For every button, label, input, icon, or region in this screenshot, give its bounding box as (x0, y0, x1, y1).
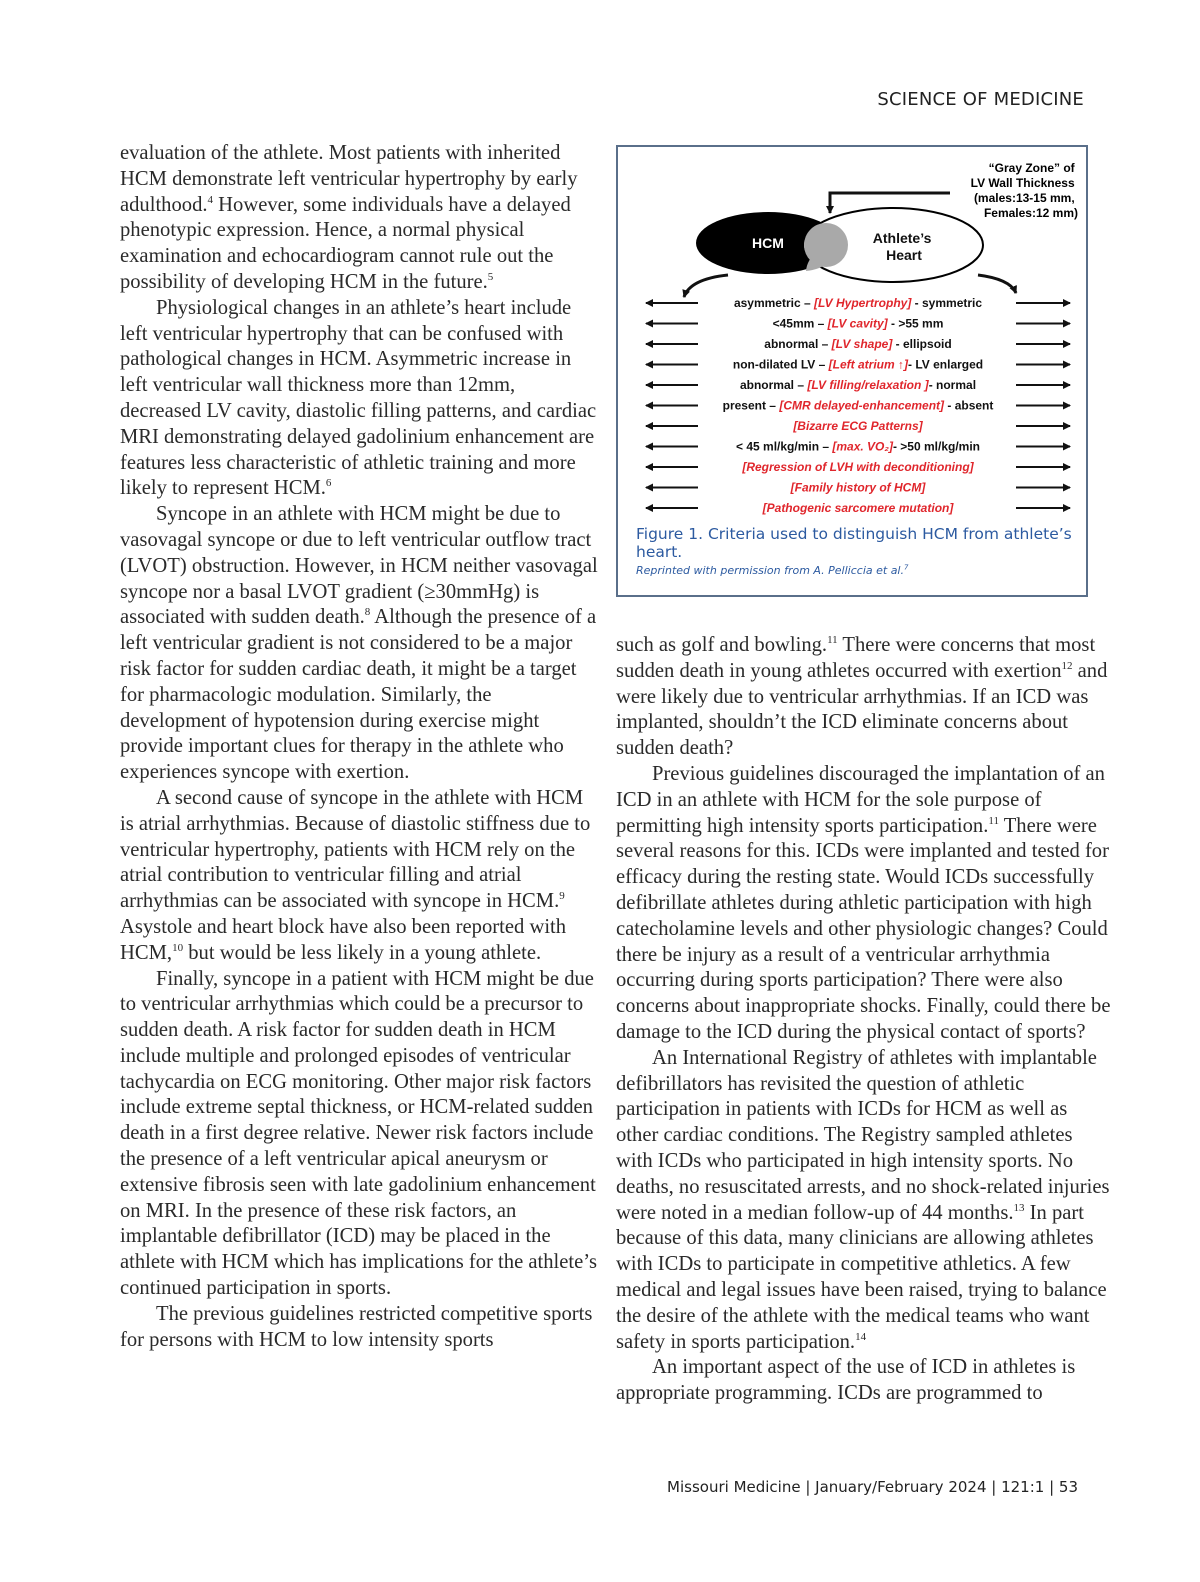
text-run: Previous guidelines discouraged the implantation of an ICD in an athlete with HCM for the sole purpose of permitting high intensity sports participation. (616, 762, 1105, 837)
text-run: Asystole and heart block have also been reported with HCM, (120, 915, 567, 964)
criteria-row (762, 501, 955, 515)
criteria-row (736, 440, 980, 454)
figure-credit (636, 564, 908, 577)
criteria-value: - >55 mm (887, 316, 944, 331)
text-run: evaluation of the athlete. Most patients with inherited HCM demonstrate left ventricular hypertrophy by early adulthood. (120, 142, 578, 216)
text-run: Although the presence of a left ventricular gradient is not considered to be a major risk factor for sudden cardiac death, it might be a target for pharmacologic modulation. Similarly, the development of hypotension during exercise might provide important clues for therapy in the athlete who experiences syncope with exertion. (120, 606, 597, 784)
text-run: but would be less likely in a young athlete. (183, 941, 542, 964)
criteria-term: [LV Hypertrophy] (814, 296, 912, 310)
athlete-label-line-2: Heart (886, 247, 922, 263)
criteria-row (792, 419, 923, 433)
criteria-value: - >50 ml/kg/min (892, 439, 980, 454)
criteria-row (741, 460, 974, 474)
citation-ref: 6 (325, 477, 332, 490)
criteria-value: - ellipsoid (892, 337, 952, 351)
paragraph (616, 1355, 1112, 1407)
criteria-row (790, 481, 927, 495)
athlete-label-line-1: Athlete’s (872, 230, 932, 246)
criteria-value: - LV enlarged (908, 357, 984, 372)
citation-ref: 14 (855, 1330, 867, 1343)
overlap-gray (804, 223, 848, 267)
criteria-row (764, 337, 951, 351)
citation-ref: 4 (207, 193, 214, 206)
text-run: A second cause of syncope in the athlete with HCM is atrial arrhythmias. Because of diastolic stiffness due to ventricular hypertrophy, patients with HCM rely on the atrial contribution to ventricular filling and atrial arrhythmias can be associated with syncope in HCM. (120, 786, 591, 913)
left-column (120, 141, 598, 1353)
criteria-value: < 45 ml/kg/min – (736, 439, 833, 454)
gray-zone-line-1: “Gray Zone” of (988, 161, 1075, 175)
figure-credit-text: Reprinted with permission from A. Pelliccia et al. (636, 564, 904, 577)
gray-zone-line-4: Females:12 mm) (983, 206, 1078, 220)
athlete-down-arrow (978, 275, 1016, 293)
right-column (616, 633, 1112, 1407)
gray-zone-label (971, 161, 1078, 220)
citation-ref: 5 (487, 271, 494, 284)
paragraph (616, 1046, 1112, 1356)
text-run: and were likely due to ventricular arrhythmias. If an ICD was implanted, shouldn’t the ICD eliminate concerns about sudden death? (616, 659, 1108, 760)
criteria-value: abnormal – (764, 337, 832, 351)
criteria-value: abnormal – (739, 378, 808, 392)
criteria-value: asymmetric – (733, 296, 815, 310)
citation-ref: 11 (988, 814, 999, 827)
text-run: An International Registry of athletes with implantable defibrillators has revisited the question of athletic participation in patients with ICDs for HCM as well as other cardiac conditions. The Registry sampled athletes with ICDs who participated in high intensity sports. No deaths, no resuscitated arrests, and no shock-related injuries were noted in a median follow-up of 44 months. (616, 1046, 1110, 1224)
text-run: However, some individuals have a delayed phenotypic expression. Hence, a normal physical examination and echocardiogram cannot rule out the possibility of developing HCM in the future. (120, 193, 571, 293)
page-footer: Missouri Medicine | January/February 2024 | 121:1 | 53 (667, 1478, 1078, 1496)
paragraph (120, 1302, 598, 1354)
text-run: There were concerns that most sudden death in young athletes occurred with exertion (616, 634, 1096, 682)
criteria-value: - absent (944, 398, 994, 413)
section-header: SCIENCE OF MEDICINE (877, 89, 1084, 110)
criteria-value: non-dilated LV – (732, 357, 829, 372)
paragraph (616, 762, 1112, 1046)
criteria-row (733, 358, 983, 372)
criteria-value: <45mm – (772, 316, 828, 331)
text-run: Finally, syncope in a patient with HCM might be due to ventricular arrhythmias which could be a precursor to sudden death. A risk factor for sudden death in HCM include multiple and prolonged episodes of ventricular tachycardia on ECG monitoring. Other major risk factors include extreme septal thickness, or HCM-related sudden death in a first degree relative. Newer risk factors include the presence of a left ventricular apical aneurysm or extensive fibrosis seen with late gadolinium enhancement on MRI. In the presence of these risk factors, an implantable defibrillator (ICD) may be placed in the athlete with HCM which has implications for the athlete’s continued participation in sports. (120, 967, 597, 1300)
figure-diagram (618, 147, 1086, 517)
paragraph (120, 296, 598, 502)
hcm-down-arrow (684, 275, 728, 297)
criteria-value: - normal (928, 378, 977, 392)
paragraph (120, 786, 598, 967)
criteria-row (734, 296, 982, 310)
text-run: An important aspect of the use of ICD in athletes is appropriate programming. ICDs are programmed to (616, 1356, 1076, 1405)
criteria-term: [Family history of HCM] (790, 480, 926, 495)
criteria-value: present – (722, 398, 780, 413)
text-run: Physiological changes in an athlete’s heart include left ventricular hypertrophy that can be confused with pathological changes in HCM. Asymmetric increase in left ventricular wall thickness more than 12mm, decreased LV cavity, diastolic filling patterns, and cardiac MRI demonstrating delayed gadolinium enhancement are features less characteristic of athletic training and more likely to represent HCM. (120, 296, 597, 500)
criteria-value: - symmetric (911, 296, 983, 310)
text-run: The previous guidelines restricted competitive sports for persons with HCM to low intensity sports (120, 1302, 593, 1351)
text-run: There were several reasons for this. ICDs were implanted and tested for efficacy during the resting state. Would ICDs successfully defibrillate athletes during athletic participation with high catecholamine levels and other physiologic changes? Could there be injury as a result of a ventricular arrhythmia occurring during sports participation? There were also concerns about inappropriate shocks. Finally, could there be damage to the ICD during the physical contact of sports? (616, 814, 1111, 1043)
criteria-term: [Regression of LVH with deconditioning] (742, 460, 974, 474)
citation-ref: 8 (364, 606, 371, 619)
hcm-label: HCM (752, 235, 784, 251)
criteria-term: [Bizarre ECG Patterns] (793, 419, 923, 433)
criteria-term: [LV cavity] (827, 316, 888, 331)
gray-zone-line-2: LV Wall Thickness (970, 176, 1075, 190)
text-run: In part because of this data, many clinicians are allowing athletes with ICDs to participate in competitive athletics. A few medical and legal issues have been raised, trying to balance the desire of the athlete with the medical teams who want safety in sports participation. (616, 1201, 1107, 1353)
figure-credit-ref: 7 (904, 563, 909, 572)
text-run: such as golf and bowling. (616, 634, 828, 656)
gray-zone-line-3: (males:13-15 mm, (973, 191, 1075, 205)
citation-ref: 12 (1061, 659, 1073, 672)
criteria-row (740, 378, 976, 392)
criteria-term: [LV shape] (831, 337, 893, 351)
criteria-term: [Left atrium ↑] (828, 357, 908, 372)
figure-1 (616, 145, 1088, 597)
paragraph (120, 141, 598, 296)
criteria-term: [Pathogenic sarcomere mutation] (762, 501, 954, 515)
citation-ref: 11 (827, 634, 838, 647)
figure-caption: Figure 1. Criteria used to distinguish HCM from athlete’s heart. (636, 525, 1072, 561)
citation-ref: 10 (172, 941, 184, 954)
criteria-row (723, 399, 994, 413)
paragraph (120, 967, 598, 1302)
criteria-row (773, 317, 944, 331)
paragraph (120, 502, 598, 786)
text-run: Syncope in an athlete with HCM might be due to vasovagal syncope or due to left ventricular outflow tract (LVOT) obstruction. However, in HCM neither vasovagal syncope nor a basal LVOT gradient (≥30mmHg) is associated with sudden death. (120, 503, 598, 629)
citation-ref: 13 (1013, 1201, 1025, 1214)
criteria-term: [CMR delayed-enhancement] (779, 398, 945, 413)
paragraph (616, 633, 1112, 762)
criteria-term: [LV filling/relaxation ] (807, 378, 929, 392)
citation-ref: 9 (559, 890, 565, 903)
criteria-term: [max. VO₂] (832, 439, 893, 454)
